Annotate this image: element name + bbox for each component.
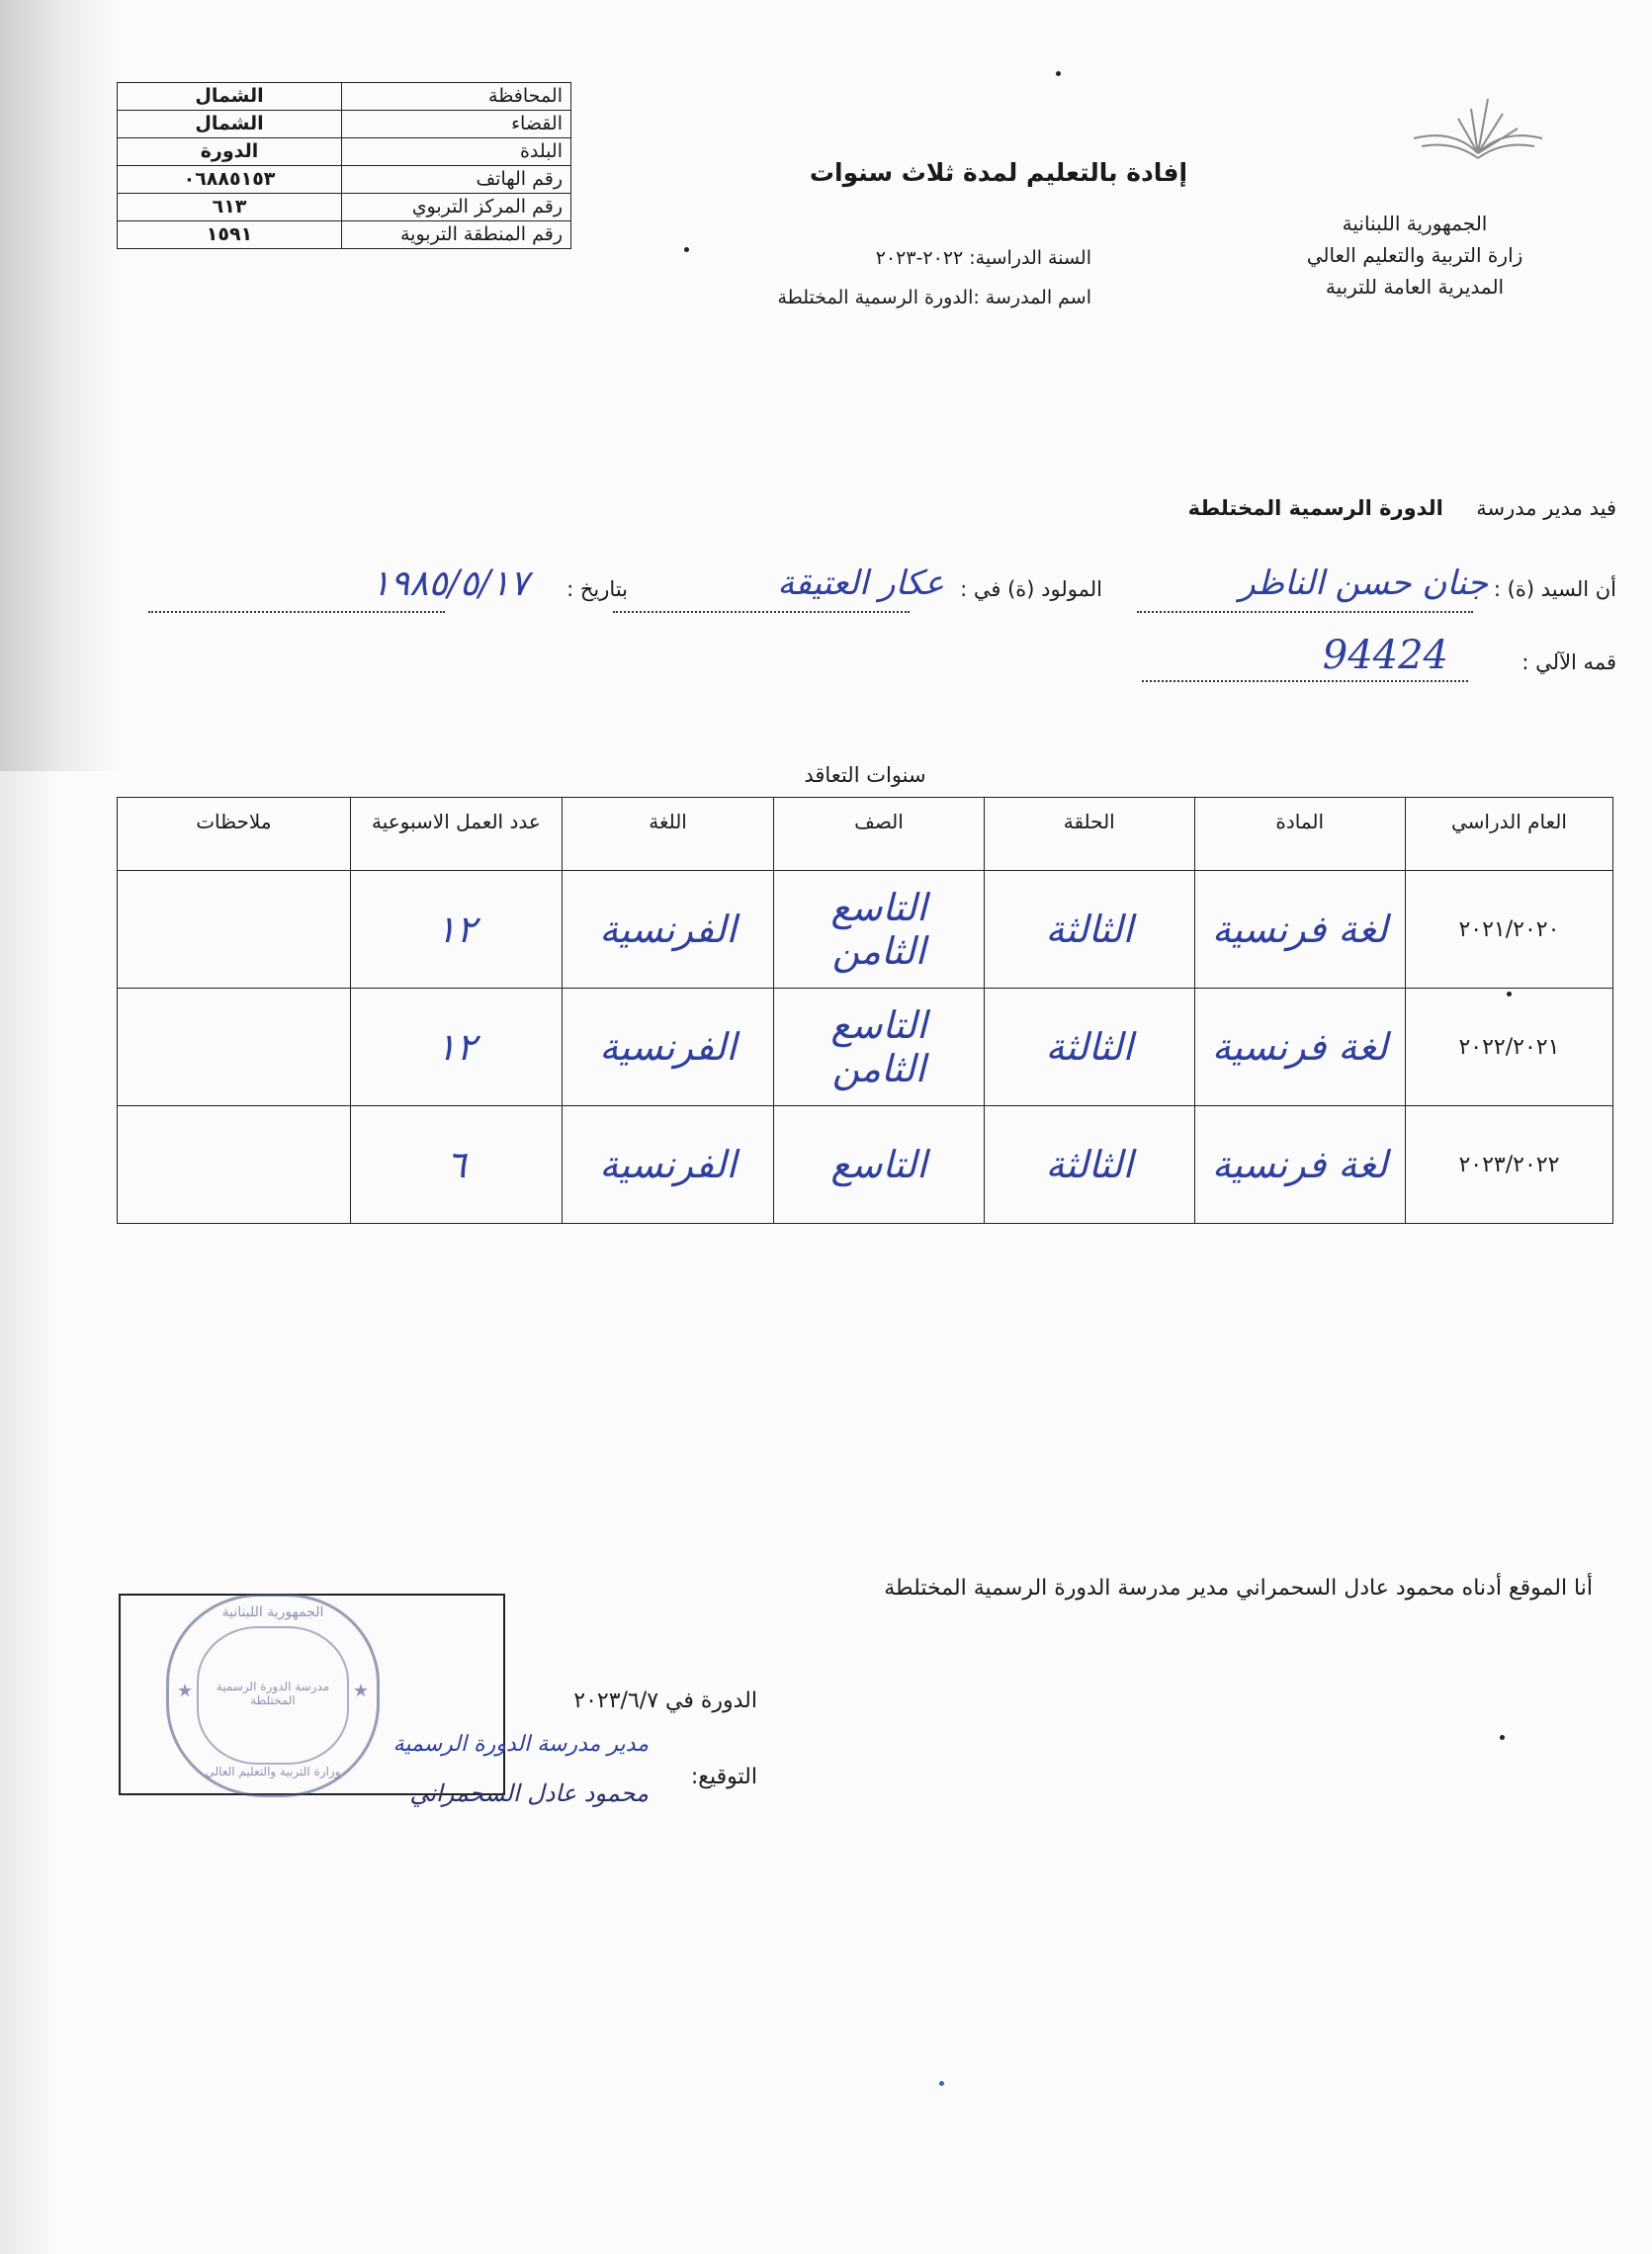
cell-subject: لغة فرنسية (1194, 1106, 1405, 1224)
grade-line-1: التاسع (830, 886, 927, 929)
info-value: الشمال (118, 83, 342, 111)
intro-line (1188, 496, 1616, 520)
col-cycle: الحلقة (984, 798, 1194, 871)
header-line-2: زارة التربية والتعليم العالي (1306, 243, 1523, 267)
info-row (118, 194, 571, 221)
scan-speck (939, 2081, 944, 2086)
cell-notes (118, 1106, 351, 1224)
scan-shadow-lower (0, 771, 59, 2254)
school-name: اسم المدرسة :الدورة الرسمية المختلطة (777, 287, 1091, 308)
info-row (118, 221, 571, 249)
birthplace-dotted-line (613, 611, 910, 613)
ministry-logo-icon (1394, 79, 1562, 168)
scan-speck (684, 247, 689, 252)
col-language: اللغة (563, 798, 774, 871)
document-title: إفادة بالتعليم لمدة ثلاث سنوات (809, 158, 1188, 187)
cell-hours: ١٢ (350, 989, 562, 1106)
col-notes: ملاحظات (118, 798, 351, 871)
grade-line-2: الثامن (831, 1047, 926, 1090)
cell-hours: ٦ (350, 1106, 562, 1224)
grade-line-2: الثامن (831, 929, 926, 973)
info-row (118, 166, 571, 194)
cell-grade (774, 1106, 985, 1224)
cell-language: الفرنسية (563, 1106, 774, 1224)
info-value: ٦١٣ (118, 194, 342, 221)
signature-label: التوقيع: (690, 1765, 757, 1789)
cell-cycle: الثالثة (984, 1106, 1194, 1224)
col-year: العام الدراسي (1405, 798, 1612, 871)
number-handwritten: 94424 (1322, 633, 1448, 678)
name-handwritten: جنان حسن الناظر (1239, 564, 1488, 603)
cell-cycle: الثالثة (984, 871, 1194, 989)
number-dotted-line (1142, 680, 1468, 682)
stamp-bottom-text: وزارة التربية والتعليم العالي (205, 1765, 341, 1778)
cell-language: الفرنسية (563, 989, 774, 1106)
ministry-header (1237, 208, 1593, 303)
intro-prefix: فيد مدير مدرسة (1476, 496, 1616, 520)
name-dotted-line (1137, 611, 1473, 613)
info-value: الدورة (118, 138, 342, 166)
cell-notes (118, 871, 351, 989)
col-subject: المادة (1194, 798, 1405, 871)
info-label: المحافظة (342, 83, 571, 111)
grade-line-1: التاسع (830, 1003, 927, 1047)
table-title: سنوات التعاقد (804, 763, 926, 787)
col-grade: الصف (774, 798, 985, 871)
cell-subject: لغة فرنسية (1194, 989, 1405, 1106)
cell-subject: لغة فرنسية (1194, 871, 1405, 989)
info-table (117, 82, 571, 249)
name-label: أن السيد (ة) : (1493, 577, 1616, 601)
grade-line-1: التاسع (830, 1143, 927, 1186)
stamp-star-icon: ★ (177, 1681, 194, 1701)
cell-year: ٢٠٢٣/٢٠٢٢ (1405, 1106, 1612, 1224)
number-label: قمه الآلي : (1522, 650, 1616, 674)
table-header-row (118, 798, 1613, 871)
info-label: رقم المنطقة التربوية (342, 221, 571, 249)
stamp-inner-text: مدرسة الدورة الرسمية المختلطة (216, 1680, 330, 1707)
birthplace-label: المولود (ة) في : (960, 577, 1102, 601)
col-weekly-hours: عدد العمل الاسبوعية (350, 798, 562, 871)
intro-school: الدورة الرسمية المختلطة (1187, 496, 1443, 520)
info-label: رقم المركز التربوي (342, 194, 571, 221)
scan-speck (1500, 1735, 1505, 1740)
info-label: رقم الهاتف (342, 166, 571, 194)
info-value: ١٥٩١ (118, 221, 342, 249)
cell-grade (774, 989, 985, 1106)
cell-year: ٢٠٢٢/٢٠٢١ (1405, 989, 1612, 1106)
info-value: الشمال (118, 111, 342, 138)
stamp-outer-text: الجمهورية اللبنانية (221, 1604, 324, 1620)
birthplace-handwritten: عكار العتيقة (777, 564, 944, 603)
cell-notes (118, 989, 351, 1106)
contract-years-table (117, 797, 1613, 1224)
signature-handwritten-line-1: مدير مدرسة الدورة الرسمية (392, 1732, 649, 1757)
birthdate-handwritten: ١٩٨٥/٥/١٧ (371, 564, 529, 604)
cell-cycle: الثالثة (984, 989, 1194, 1106)
scan-speck (1507, 992, 1512, 997)
header-line-1: الجمهورية اللبنانية (1342, 212, 1488, 235)
scan-shadow (0, 0, 119, 771)
info-row (118, 138, 571, 166)
table-row (118, 989, 1613, 1106)
stamp-star-icon: ★ (352, 1681, 369, 1701)
person-line (163, 564, 1616, 623)
birthdate-label: بتاريخ : (566, 577, 628, 601)
number-line (1102, 633, 1616, 682)
school-year: السنة الدراسية: ٢٠٢٢-٢٠٢٣ (875, 247, 1091, 269)
header-line-3: المديرية العامة للتربية (1325, 275, 1505, 299)
scan-speck (1056, 71, 1061, 76)
declaration-line: أنا الموقع أدناه محمود عادل السحمراني مدير مدرسة الدورة الرسمية المختلطة (884, 1576, 1593, 1601)
info-row (118, 83, 571, 111)
birthdate-dotted-line (148, 611, 445, 613)
info-row (118, 111, 571, 138)
info-value: ٠٦٨٨٥١٥٣ (118, 166, 342, 194)
table-row (118, 1106, 1613, 1224)
table-row (118, 871, 1613, 989)
info-label: البلدة (342, 138, 571, 166)
cell-language: الفرنسية (563, 871, 774, 989)
info-label: القضاء (342, 111, 571, 138)
cell-hours: ١٢ (350, 871, 562, 989)
cell-year: ٢٠٢١/٢٠٢٠ (1405, 871, 1612, 989)
cell-grade (774, 871, 985, 989)
place-date: الدورة في ٢٠٢٣/٦/٧ (573, 1689, 757, 1713)
signature-handwritten-line-2: محمود عادل السحمراني (409, 1779, 649, 1807)
school-stamp (166, 1594, 380, 1797)
